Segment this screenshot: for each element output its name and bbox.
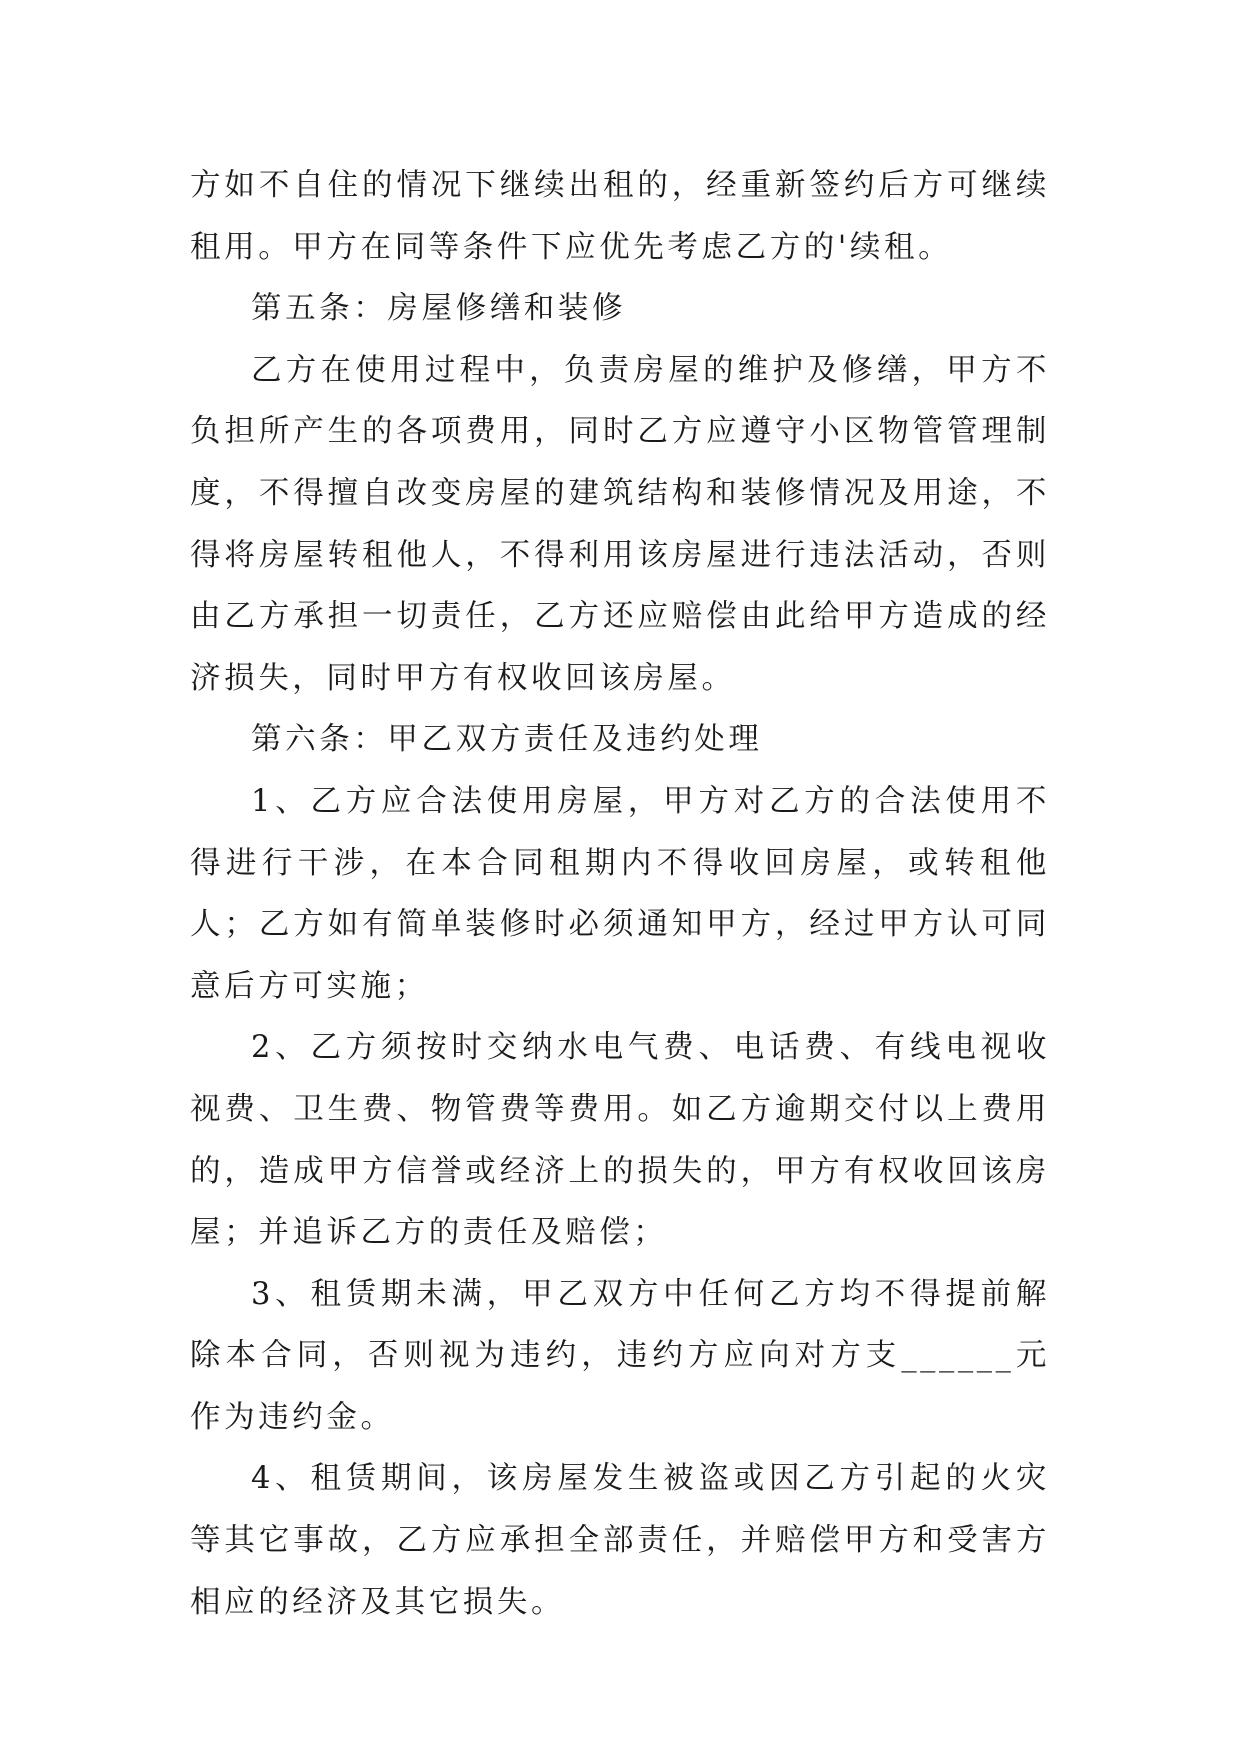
document-body xyxy=(190,155,1050,1633)
article-6-clause-1: 1、乙方应合法使用房屋，甲方对乙方的合法使用不得进行干涉，在本合同租期内不得收回房屋，或转租他人；乙方如有简单装修时必须通知甲方，经过甲方认可同意后方可实施； xyxy=(190,783,1050,1004)
article-6-clause-3: 3、租赁期未满，甲乙双方中任何乙方均不得提前解除本合同，否则视为违约，违约方应向对方支______元作为违约金。 xyxy=(190,1276,1050,1435)
article-6-clause-2: 2、乙方须按时交纳水电气费、电话费、有线电视收视费、卫生费、物管费等费用。如乙方逾期交付以上费用的，造成甲方信誉或经济上的损失的，甲方有权收回该房屋；并追诉乙方的责任及赔偿； xyxy=(190,1030,1050,1251)
article-6-heading: 第六条：甲乙双方责任及违约处理 xyxy=(251,722,763,758)
article-5-heading: 第五条：房屋修缮和装修 xyxy=(251,291,627,327)
article-6-clause-4: 4、租赁期间，该房屋发生被盗或因乙方引起的火灾等其它事故，乙方应承担全部责任，并赔偿甲方和受害方相应的经济及其它损失。 xyxy=(190,1461,1050,1620)
continuation-paragraph: 方如不自住的情况下继续出租的，经重新签约后方可继续租用。甲方在同等条件下应优先考虑乙方的'续租。 xyxy=(190,168,1050,265)
article-5-paragraph: 乙方在使用过程中，负责房屋的维护及修缮，甲方不负担所产生的各项费用，同时乙方应遵守小区物管管理制度，不得擅自改变房屋的建筑结构和装修情况及用途，不得将房屋转租他人，不得利用该房屋进行违法活动，否则由乙方承担一切责任，乙方还应赔偿由此给甲方造成的经济损失，同时甲方有权收回该房屋。 xyxy=(190,352,1050,696)
